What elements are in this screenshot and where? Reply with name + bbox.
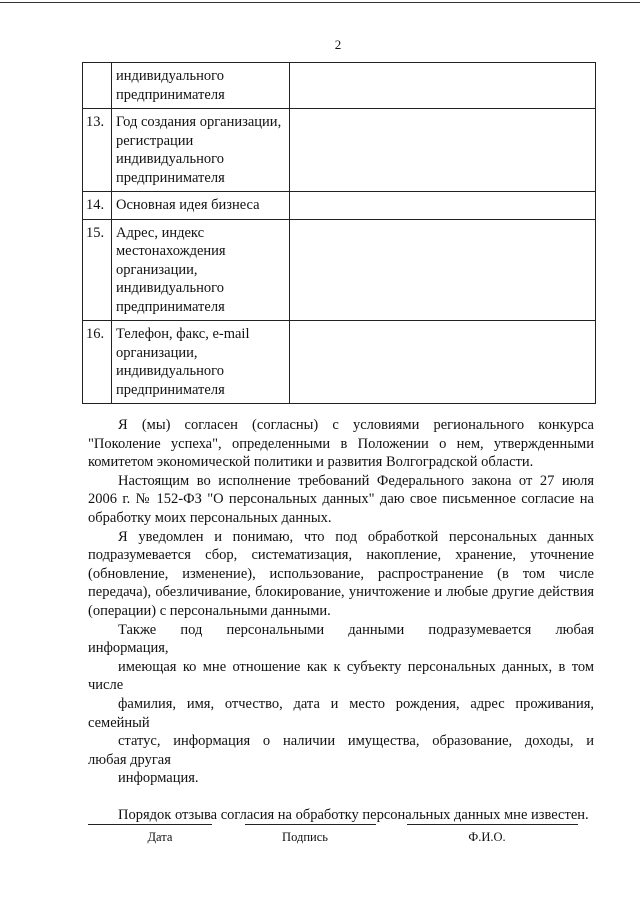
consent-paragraph-data-line-9: информация. (118, 770, 199, 787)
signature-line[interactable] (245, 824, 376, 825)
consent-paragraph-data-line-7: статус, информация о наличии имущества, образование, доходы, и (118, 733, 594, 750)
application-form-table (82, 62, 596, 404)
table-row (83, 192, 596, 220)
consent-paragraph-law: Настоящим во исполнение требований Федерального закона от 27 июля 2006 г. № 152-ФЗ "О персональных данных" даю свое письменное согласие на обработку моих персональных данных. (88, 472, 594, 526)
consent-paragraph-data-line-4: числе (88, 677, 124, 694)
row-value-field[interactable] (290, 63, 596, 109)
consent-paragraph-data-line-2: информация, (88, 640, 169, 657)
table-row (83, 321, 596, 404)
consent-paragraph-revocation: Порядок отзыва согласия на обработку персональных данных мне известен. (118, 806, 589, 823)
row-value-field[interactable] (290, 321, 596, 404)
row-number: 13. (83, 109, 112, 192)
row-label: Основная идея бизнеса (112, 192, 290, 220)
top-border-line (0, 2, 640, 3)
table-row (83, 219, 596, 321)
consent-paragraph-data-line-6: семейный (88, 714, 150, 731)
page-number: 2 (334, 37, 342, 52)
consent-paragraph-data-line-1: Также под персональными данными подразумевается любая (118, 621, 594, 638)
consent-paragraph-processing: Я уведомлен и понимаю, что под обработкой персональных данных подразумевается сбор, систематизация, накопление, хранение, уточнение (обновление, изменение), использование, распространение (в том числе передача), обезличивание, блокирование, уничтожение и любые другие действия (операции) с персональными данными. (88, 528, 594, 619)
consent-text (88, 416, 594, 824)
signature-block (0, 824, 640, 854)
consent-paragraph-data-line-5: фамилия, имя, отчество, дата и место рождения, адрес проживания, (118, 695, 594, 712)
row-label: Адрес, индекс местонахождения организации, индивидуального предпринимателя (112, 219, 290, 321)
row-value-field[interactable] (290, 109, 596, 192)
date-signature-line[interactable] (88, 824, 212, 825)
row-label: Год создания организации, регистрации индивидуального предпринимателя (112, 109, 290, 192)
signature-caption: Подпись (282, 830, 328, 844)
row-number: 14. (83, 192, 112, 220)
row-label: индивидуального предпринимателя (112, 63, 290, 109)
fio-caption: Ф.И.О. (468, 830, 506, 844)
row-number: 15. (83, 219, 112, 321)
consent-paragraph-terms: Я (мы) согласен (согласны) с условиями регионального конкурса "Поколение успеха", определенными в Положении о нем, утвержденными комитетом экономической политики и развития Волгоградской области. (88, 417, 594, 471)
row-label: Телефон, факс, e-mail организации, индивидуального предпринимателя (112, 321, 290, 404)
consent-paragraph-data-line-3: имеющая ко мне отношение как к субъекту персональных данных, в том (118, 658, 594, 675)
table-row (83, 63, 596, 109)
row-number (83, 63, 112, 109)
row-number: 16. (83, 321, 112, 404)
row-value-field[interactable] (290, 219, 596, 321)
fio-signature-line[interactable] (407, 824, 578, 825)
date-caption: Дата (147, 830, 173, 844)
table-row (83, 109, 596, 192)
row-value-field[interactable] (290, 192, 596, 220)
consent-paragraph-data-line-8: любая другая (88, 751, 171, 768)
